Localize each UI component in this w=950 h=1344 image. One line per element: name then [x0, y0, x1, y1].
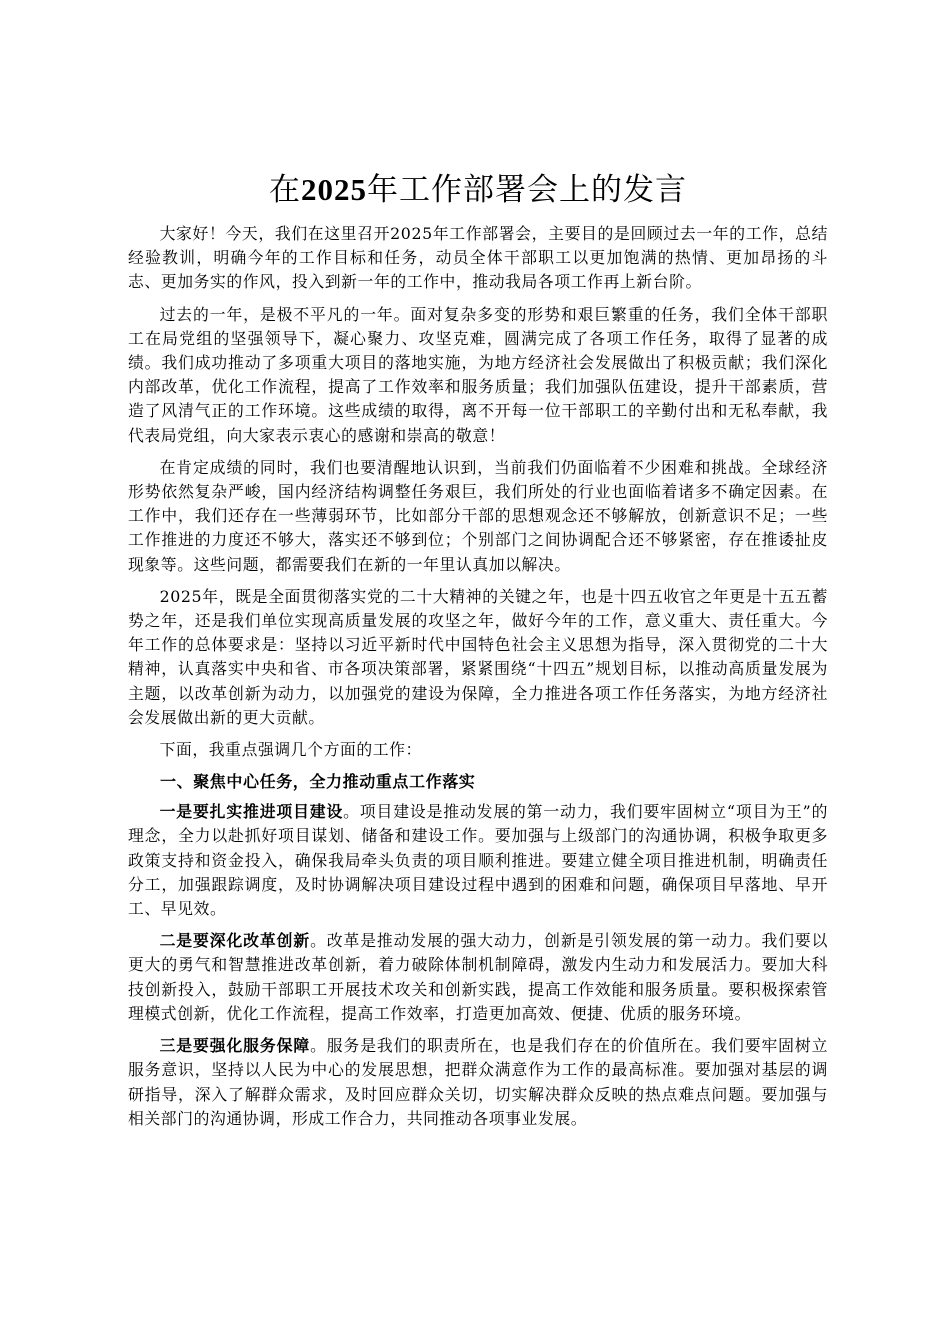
- paragraph-review: 过去的一年，是极不平凡的一年。面对复杂多变的形势和艰巨繁重的任务，我们全体干部职工在局党组的坚强领导下，凝心聚力、攻坚克难，圆满完成了各项工作任务，取得了显著的成绩。我们成功推动了多项重大项目的落地实施，为地方经济社会发展做出了积极贡献；我们深化内部改革，优化工作流程，提高了工作效率和服务质量；我们加强队伍建设，提升干部素质，营造了风清气正的工作环境。这些成绩的取得，离不开每一位干部职工的辛勤付出和无私奉献，我代表局党组，向大家表示衷心的感谢和崇高的敬意！: [128, 304, 828, 445]
- item-paragraph: [128, 929, 828, 1026]
- paragraph-challenges: 在肯定成绩的同时，我们也要清醒地认识到，当前我们仍面临着不少困难和挑战。全球经济形势依然复杂严峻，国内经济结构调整任务艰巨，我们所处的行业也面临着诸多不确定因素。在工作中，我们还存在一些薄弱环节，比如部分干部的思想观念还不够解放，创新意识不足；一些工作推进的力度还不够大，落实还不够到位；个别部门之间协调配合还不够紧密，存在推诿扯皮现象等。这些问题，都需要我们在新的一年里认真加以解决。: [128, 457, 828, 574]
- paragraph-requirements: 2025年，既是全面贯彻落实党的二十大精神的关键之年，也是十四五收官之年更是十五五蓄势之年，还是我们单位实现高质量发展的攻坚之年，做好今年的工作，意义重大、责任重大。今年工作的总体要求是：坚持以习近平新时代中国特色社会主义思想为指导，深入贯彻党的二十大精神，认真落实中央和省、市各项决策部署，紧紧围绕“十四五”规划目标，以推动高质量发展为主题，以改革创新为动力，以加强党的建设为保障，全力推进各项工作任务落实，为地方经济社会发展做出新的更大贡献。: [128, 586, 828, 727]
- document-page: [128, 168, 828, 1139]
- item-text: 。服务是我们的职责所在，也是我们存在的价值所在。我们要牢固树立服务意识，坚持以人民为中心的发展思想，把群众满意作为工作的最高标准。要加强对基层的调研指导，深入了解群众需求，及时回应群众关切，切实解决群众反映的热点难点问题。要加强与相关部门的沟通协调，形成工作合力，共同推动各项事业发展。: [128, 1036, 828, 1128]
- section-heading: 一、聚焦中心任务，全力推动重点工作落实: [160, 772, 476, 792]
- title-prefix: 在: [269, 172, 301, 208]
- page-title: [128, 168, 828, 212]
- title-year: 2025: [301, 172, 367, 207]
- item-lead: 二是要深化改革创新: [159, 931, 311, 951]
- item-paragraph: [128, 1034, 828, 1131]
- paragraph-opening: 大家好！今天，我们在这里召开2025年工作部署会，主要目的是回顾过去一年的工作，总结经验教训，明确今年的工作目标和任务，动员全体干部职工以更加饱满的热情、更加昂扬的斗志、更加务实的作风，投入到新一年的工作中，推动我局各项工作再上新台阶。: [128, 224, 828, 292]
- title-suffix: 年工作部署会上的发言: [367, 172, 687, 208]
- paragraph-transition: 下面，我重点强调几个方面的工作：: [159, 740, 422, 760]
- item-text: 。改革是推动发展的强大动力，创新是引领发展的第一动力。我们要以更大的勇气和智慧推进改革创新，着力破除体制机制障碍，激发内生动力和发展活力。要加大科技创新投入，鼓励干部职工开展技术攻关和创新实践，提高工作效能和服务质量。要积极探索管理模式创新，优化工作流程，提高工作效率，打造更加高效、便捷、优质的服务环境。: [128, 931, 828, 1023]
- item-text: 。项目建设是推动发展的第一动力，我们要牢固树立“项目为王”的理念，全力以赴抓好项目谋划、储备和建设工作。要加强与上级部门的沟通协调，积极争取更多政策支持和资金投入，确保我局牵头负责的项目顺利推进。要建立健全项目推进机制，明确责任分工，加强跟踪调度，及时协调解决项目建设过程中遇到的困难和问题，确保项目早落地、早开工、早见效。: [128, 802, 828, 919]
- item-lead: 一是要扎实推进项目建设: [159, 802, 344, 822]
- item-paragraph: [128, 800, 828, 921]
- item-lead: 三是要强化服务保障: [159, 1036, 311, 1056]
